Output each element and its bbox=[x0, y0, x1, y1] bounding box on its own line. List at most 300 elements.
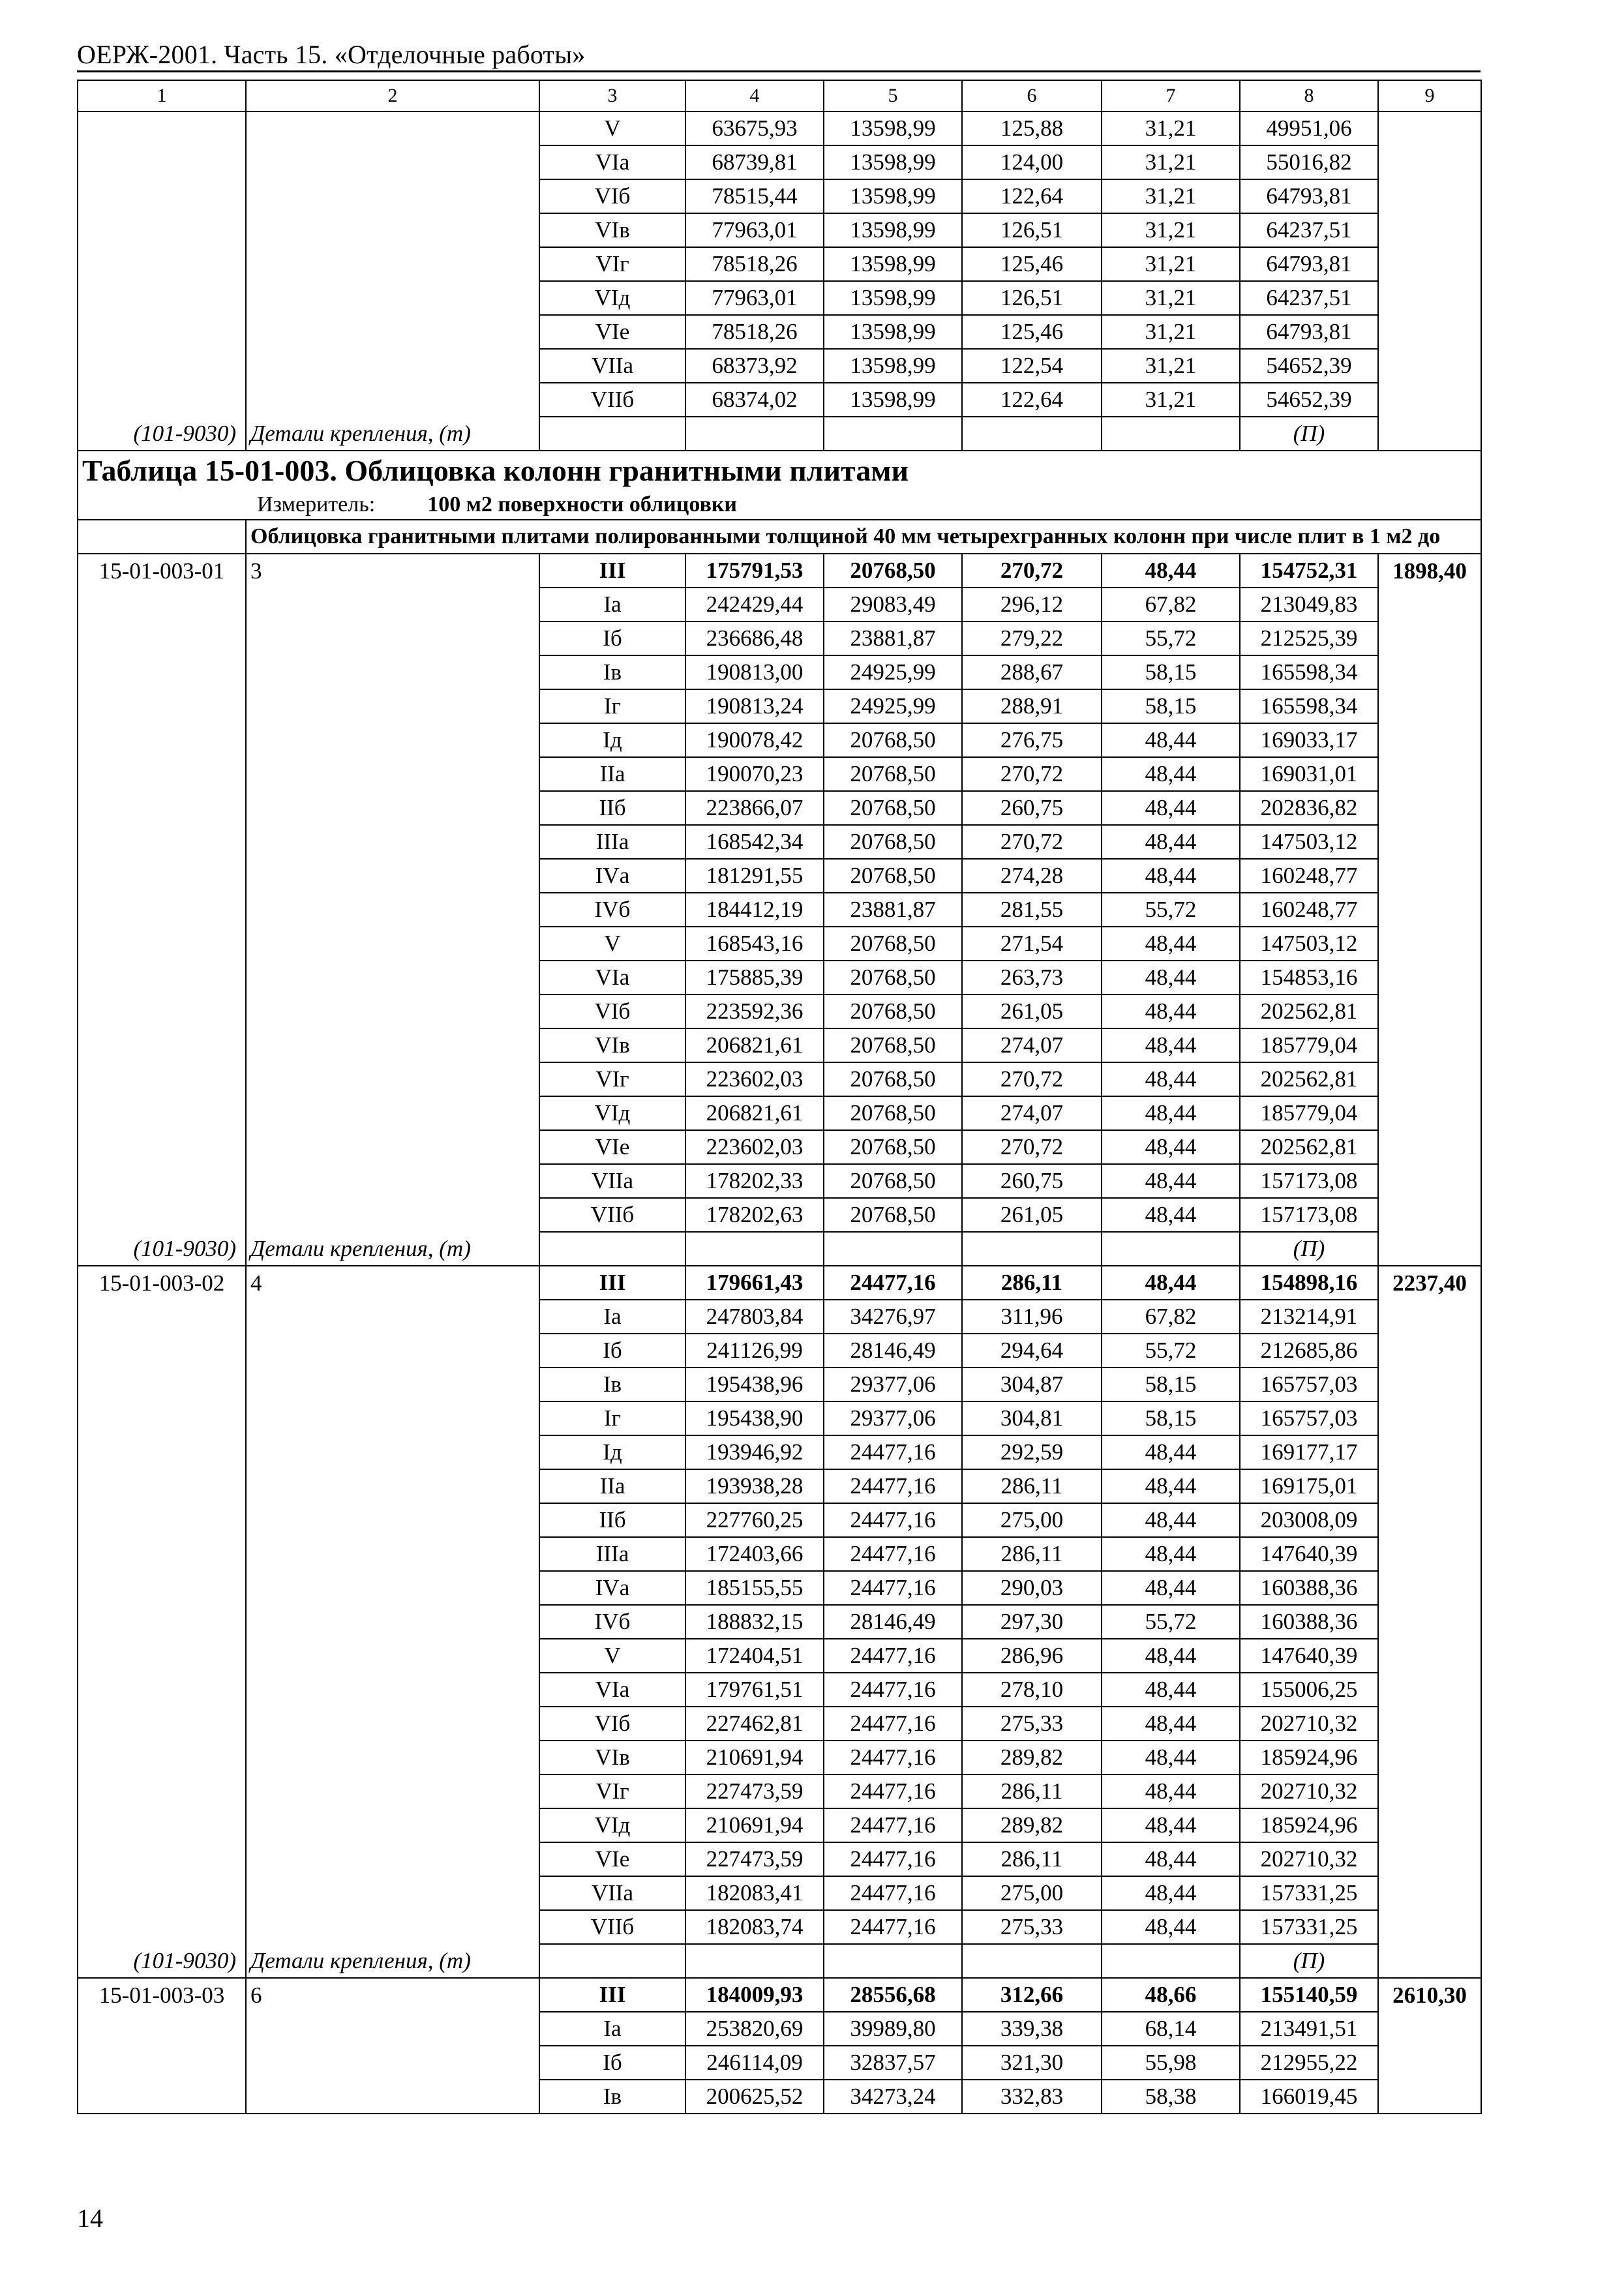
cell-param bbox=[246, 2012, 539, 2046]
cell-param bbox=[246, 689, 539, 723]
cell-value: 48,44 bbox=[1102, 757, 1240, 791]
cell-value: 178202,63 bbox=[685, 1198, 824, 1232]
cell-value: 242429,44 bbox=[685, 588, 824, 621]
cell-total bbox=[1378, 2046, 1481, 2080]
cell-param bbox=[246, 1842, 539, 1876]
cell-param bbox=[246, 859, 539, 893]
cell-total bbox=[1378, 1028, 1481, 1062]
cell-total bbox=[1378, 179, 1481, 213]
cell-value: 181291,55 bbox=[685, 859, 824, 893]
cell-total bbox=[1378, 247, 1481, 281]
cell-value: 294,64 bbox=[962, 1334, 1102, 1368]
cell-value: 263,73 bbox=[962, 961, 1102, 995]
cell-total bbox=[1378, 825, 1481, 859]
cell-param bbox=[246, 1062, 539, 1096]
cell-total-empty bbox=[1378, 1232, 1481, 1266]
cell-total bbox=[1378, 1401, 1481, 1435]
cell-value: 55016,82 bbox=[1240, 145, 1378, 179]
cell-param bbox=[246, 1910, 539, 1944]
cell-value: 13598,99 bbox=[824, 247, 962, 281]
cell-total bbox=[1378, 1876, 1481, 1910]
cell-total bbox=[1378, 1435, 1481, 1469]
cell-value: 179761,51 bbox=[685, 1673, 824, 1707]
cell-value: 48,44 bbox=[1102, 1198, 1240, 1232]
table-row bbox=[78, 1808, 1481, 1842]
table-row bbox=[78, 1673, 1481, 1707]
cell-code bbox=[78, 1469, 246, 1503]
cell-total bbox=[1378, 1300, 1481, 1334]
table-row bbox=[78, 1096, 1481, 1130]
cell-zone: VIIб bbox=[539, 383, 685, 417]
table-title-row bbox=[78, 451, 1481, 520]
cell-code bbox=[78, 825, 246, 859]
cell-total bbox=[1378, 213, 1481, 247]
cell-value: 212955,22 bbox=[1240, 2046, 1378, 2080]
cell-param bbox=[246, 757, 539, 791]
cell-code bbox=[78, 349, 246, 383]
cell-value: 223602,03 bbox=[685, 1062, 824, 1096]
table-row bbox=[78, 791, 1481, 825]
cell-param: 6 bbox=[246, 1978, 539, 2012]
cell-value: 24477,16 bbox=[824, 1469, 962, 1503]
cell-value: 49951,06 bbox=[1240, 112, 1378, 145]
cell-value: 24477,16 bbox=[824, 1774, 962, 1808]
cell-value: 48,44 bbox=[1102, 1164, 1240, 1198]
cell-value: 210691,94 bbox=[685, 1741, 824, 1774]
cell-value: 78518,26 bbox=[685, 247, 824, 281]
footer-row bbox=[78, 1232, 1481, 1266]
cell-value: 202562,81 bbox=[1240, 1130, 1378, 1164]
cell-param bbox=[246, 1808, 539, 1842]
table-row bbox=[78, 961, 1481, 995]
cell-total bbox=[1378, 1707, 1481, 1741]
cell-value: 31,21 bbox=[1102, 145, 1240, 179]
cell-zone: VIд bbox=[539, 1096, 685, 1130]
cell-code bbox=[78, 1707, 246, 1741]
cell-value: 286,11 bbox=[962, 1266, 1102, 1300]
footer-row bbox=[78, 417, 1481, 451]
measure-line bbox=[257, 490, 1477, 519]
cell-value: 241126,99 bbox=[685, 1334, 824, 1368]
cell-value: 48,44 bbox=[1102, 1808, 1240, 1842]
cell-value: 261,05 bbox=[962, 1198, 1102, 1232]
table-row bbox=[78, 1876, 1481, 1910]
cell-value: 206821,61 bbox=[685, 1028, 824, 1062]
cell-code bbox=[78, 145, 246, 179]
cell-value: 48,44 bbox=[1102, 554, 1240, 588]
cell-value: 195438,96 bbox=[685, 1368, 824, 1401]
cell-total bbox=[1378, 2080, 1481, 2114]
cell-zone: VIб bbox=[539, 1707, 685, 1741]
cell-zone: VIд bbox=[539, 1808, 685, 1842]
cell-value: 20768,50 bbox=[824, 859, 962, 893]
cell-empty bbox=[539, 1944, 685, 1978]
measure-value: 100 м2 поверхности облицовки bbox=[427, 492, 738, 516]
cell-code: 15-01-003-02 bbox=[78, 1266, 246, 1300]
cell-zone: IIб bbox=[539, 791, 685, 825]
cell-value: 48,44 bbox=[1102, 1707, 1240, 1741]
cell-value: 24477,16 bbox=[824, 1876, 962, 1910]
cell-value: 64793,81 bbox=[1240, 179, 1378, 213]
cell-value: 288,91 bbox=[962, 689, 1102, 723]
cell-total: 2610,30 bbox=[1378, 1978, 1481, 2012]
cell-code bbox=[78, 1808, 246, 1842]
cell-value: 165598,34 bbox=[1240, 689, 1378, 723]
cell-value: 185779,04 bbox=[1240, 1096, 1378, 1130]
cell-value: 169175,01 bbox=[1240, 1469, 1378, 1503]
table-row bbox=[78, 145, 1481, 179]
cell-code bbox=[78, 1096, 246, 1130]
cell-total bbox=[1378, 349, 1481, 383]
cell-value: 202562,81 bbox=[1240, 995, 1378, 1028]
cell-total bbox=[1378, 655, 1481, 689]
cell-value: 24477,16 bbox=[824, 1266, 962, 1300]
cell-param bbox=[246, 1537, 539, 1571]
cell-code bbox=[78, 1741, 246, 1774]
cell-param: 4 bbox=[246, 1266, 539, 1300]
cell-value: 227473,59 bbox=[685, 1842, 824, 1876]
cell-zone: V bbox=[539, 1639, 685, 1673]
cell-empty bbox=[685, 417, 824, 451]
cell-code bbox=[78, 791, 246, 825]
cell-value: 168542,34 bbox=[685, 825, 824, 859]
cell-value: 289,82 bbox=[962, 1741, 1102, 1774]
cell-total bbox=[1378, 1910, 1481, 1944]
cell-value: 24477,16 bbox=[824, 1537, 962, 1571]
cell-value: 48,44 bbox=[1102, 1435, 1240, 1469]
cell-value: 20768,50 bbox=[824, 927, 962, 961]
cell-total bbox=[1378, 2012, 1481, 2046]
cell-code bbox=[78, 1774, 246, 1808]
cell-value: 48,44 bbox=[1102, 961, 1240, 995]
cell-zone: III bbox=[539, 1266, 685, 1300]
cell-value: 48,44 bbox=[1102, 995, 1240, 1028]
cell-value: 31,21 bbox=[1102, 281, 1240, 315]
cell-value: 260,75 bbox=[962, 1164, 1102, 1198]
cell-value: 122,54 bbox=[962, 349, 1102, 383]
cell-value: 260,75 bbox=[962, 791, 1102, 825]
cell-total: 2237,40 bbox=[1378, 1266, 1481, 1300]
cell-value: 20768,50 bbox=[824, 1028, 962, 1062]
cell-value: 213049,83 bbox=[1240, 588, 1378, 621]
cell-zone: Iа bbox=[539, 588, 685, 621]
cell-total bbox=[1378, 689, 1481, 723]
cell-value: 185779,04 bbox=[1240, 1028, 1378, 1062]
cell-value: 39989,80 bbox=[824, 2012, 962, 2046]
cell-param: 3 bbox=[246, 554, 539, 588]
cell-value: 157173,08 bbox=[1240, 1164, 1378, 1198]
cell-param bbox=[246, 281, 539, 315]
cell-total bbox=[1378, 1130, 1481, 1164]
cell-value: 275,00 bbox=[962, 1876, 1102, 1910]
cell-code bbox=[78, 1842, 246, 1876]
cell-value: 24477,16 bbox=[824, 1673, 962, 1707]
table-row bbox=[78, 1707, 1481, 1741]
cell-zone: VIг bbox=[539, 1062, 685, 1096]
cell-value: 31,21 bbox=[1102, 179, 1240, 213]
cell-param bbox=[246, 893, 539, 927]
cell-total bbox=[1378, 281, 1481, 315]
cell-zone: VIIб bbox=[539, 1910, 685, 1944]
cell-value: 169177,17 bbox=[1240, 1435, 1378, 1469]
cell-empty bbox=[962, 1232, 1102, 1266]
cell-value: 206821,61 bbox=[685, 1096, 824, 1130]
cell-code bbox=[78, 621, 246, 655]
cell-total bbox=[1378, 893, 1481, 927]
cell-zone: III bbox=[539, 1978, 685, 2012]
cell-code bbox=[78, 1910, 246, 1944]
cell-total bbox=[1378, 757, 1481, 791]
cell-total bbox=[1378, 1605, 1481, 1639]
cell-value: 23881,87 bbox=[824, 893, 962, 927]
cell-code bbox=[78, 1368, 246, 1401]
cell-code bbox=[78, 1334, 246, 1368]
cell-param bbox=[246, 791, 539, 825]
cell-value: 246114,09 bbox=[685, 2046, 824, 2080]
cell-value: 20768,50 bbox=[824, 825, 962, 859]
cell-value: 63675,93 bbox=[685, 112, 824, 145]
table-row bbox=[78, 1062, 1481, 1096]
cell-value: 160248,77 bbox=[1240, 859, 1378, 893]
cell-param bbox=[246, 1334, 539, 1368]
cell-value: 182083,41 bbox=[685, 1876, 824, 1910]
cell-value: 20768,50 bbox=[824, 1130, 962, 1164]
cell-total bbox=[1378, 1639, 1481, 1673]
cell-value: 147640,39 bbox=[1240, 1537, 1378, 1571]
cell-value: 78515,44 bbox=[685, 179, 824, 213]
cell-zone: VIа bbox=[539, 961, 685, 995]
cell-zone: Iг bbox=[539, 1401, 685, 1435]
cell-value: 147503,12 bbox=[1240, 825, 1378, 859]
cell-empty bbox=[539, 1232, 685, 1266]
cell-zone: IIа bbox=[539, 757, 685, 791]
cell-code bbox=[78, 213, 246, 247]
cell-value: 13598,99 bbox=[824, 112, 962, 145]
cell-total bbox=[1378, 1842, 1481, 1876]
cell-total bbox=[1378, 1503, 1481, 1537]
cell-value: 28556,68 bbox=[824, 1978, 962, 2012]
cell-value: 29083,49 bbox=[824, 588, 962, 621]
table-row bbox=[78, 1130, 1481, 1164]
cell-value: 210691,94 bbox=[685, 1808, 824, 1842]
cell-total-empty bbox=[1378, 1944, 1481, 1978]
cell-zone: VIг bbox=[539, 247, 685, 281]
cell-value: 125,46 bbox=[962, 315, 1102, 349]
cell-zone: VIа bbox=[539, 145, 685, 179]
cell-zone: VIIа bbox=[539, 1876, 685, 1910]
cell-value: 203008,09 bbox=[1240, 1503, 1378, 1537]
cell-value: 193938,28 bbox=[685, 1469, 824, 1503]
cell-value: 68739,81 bbox=[685, 145, 824, 179]
cell-empty bbox=[685, 1232, 824, 1266]
cell-code bbox=[78, 1130, 246, 1164]
cell-value: 23881,87 bbox=[824, 621, 962, 655]
cell-value: 20768,50 bbox=[824, 554, 962, 588]
cell-total bbox=[1378, 1334, 1481, 1368]
cell-value: 67,82 bbox=[1102, 588, 1240, 621]
cell-value: 202710,32 bbox=[1240, 1774, 1378, 1808]
cell-zone: Iв bbox=[539, 2080, 685, 2114]
cell-param bbox=[246, 383, 539, 417]
cell-total: 1898,40 bbox=[1378, 554, 1481, 588]
cell-value: 185924,96 bbox=[1240, 1808, 1378, 1842]
cell-zone: Iв bbox=[539, 655, 685, 689]
cell-value: 200625,52 bbox=[685, 2080, 824, 2114]
cell-value: 175791,53 bbox=[685, 554, 824, 588]
cell-param bbox=[246, 1130, 539, 1164]
cell-param bbox=[246, 2080, 539, 2114]
cell-code bbox=[78, 1062, 246, 1096]
cell-value: 48,44 bbox=[1102, 825, 1240, 859]
cell-value: 270,72 bbox=[962, 554, 1102, 588]
cell-total bbox=[1378, 1164, 1481, 1198]
cell-code bbox=[78, 1537, 246, 1571]
cell-value: 13598,99 bbox=[824, 383, 962, 417]
table-row bbox=[78, 1571, 1481, 1605]
cell-param bbox=[246, 349, 539, 383]
cell-value: 213214,91 bbox=[1240, 1300, 1378, 1334]
cell-param bbox=[246, 1605, 539, 1639]
cell-value: 147640,39 bbox=[1240, 1639, 1378, 1673]
cell-value: 64237,51 bbox=[1240, 281, 1378, 315]
table-row bbox=[78, 1469, 1481, 1503]
cell-code bbox=[78, 961, 246, 995]
cell-param bbox=[246, 1164, 539, 1198]
cell-param bbox=[246, 247, 539, 281]
table-row bbox=[78, 112, 1481, 145]
cell-total bbox=[1378, 1062, 1481, 1096]
cell-value: 24477,16 bbox=[824, 1707, 962, 1741]
cell-zone: IIб bbox=[539, 1503, 685, 1537]
cell-value: 122,64 bbox=[962, 179, 1102, 213]
cell-value: 29377,06 bbox=[824, 1368, 962, 1401]
cell-value: 48,44 bbox=[1102, 791, 1240, 825]
page-header: ОЕРЖ-2001. Часть 15. «Отделочные работы» bbox=[77, 40, 586, 69]
cell-zone: VIе bbox=[539, 315, 685, 349]
cell-param bbox=[246, 1435, 539, 1469]
cell-value: 32837,57 bbox=[824, 2046, 962, 2080]
cell-code bbox=[78, 281, 246, 315]
cell-value: 202836,82 bbox=[1240, 791, 1378, 825]
cell-value: 31,21 bbox=[1102, 349, 1240, 383]
cell-value: 48,44 bbox=[1102, 927, 1240, 961]
cell-value: 169033,17 bbox=[1240, 723, 1378, 757]
cell-param bbox=[246, 621, 539, 655]
cell-code bbox=[78, 1503, 246, 1537]
cell-value: 190070,23 bbox=[685, 757, 824, 791]
cell-value: 227473,59 bbox=[685, 1774, 824, 1808]
cell-zone: VIе bbox=[539, 1842, 685, 1876]
cell-total bbox=[1378, 1096, 1481, 1130]
cell-total bbox=[1378, 1774, 1481, 1808]
cell-value: 24477,16 bbox=[824, 1571, 962, 1605]
cell-value: 48,44 bbox=[1102, 1639, 1240, 1673]
cell-value: 147503,12 bbox=[1240, 927, 1378, 961]
cell-value: 31,21 bbox=[1102, 213, 1240, 247]
cell-param bbox=[246, 1028, 539, 1062]
footer-col8: (П) bbox=[1240, 1232, 1378, 1266]
column-number: 4 bbox=[685, 80, 824, 112]
cell-param bbox=[246, 1876, 539, 1910]
cell-value: 279,22 bbox=[962, 621, 1102, 655]
table-title: Таблица 15-01-003. Облицовка колонн гранитными плитами bbox=[82, 454, 909, 487]
footer-code: (101-9030) bbox=[78, 1944, 246, 1978]
table-row bbox=[78, 825, 1481, 859]
cell-total bbox=[1378, 791, 1481, 825]
table-row bbox=[78, 1164, 1481, 1198]
cell-value: 68,14 bbox=[1102, 2012, 1240, 2046]
cell-value: 20768,50 bbox=[824, 1096, 962, 1130]
table-row bbox=[78, 927, 1481, 961]
description-row bbox=[78, 520, 1481, 554]
cell-code bbox=[78, 1401, 246, 1435]
cell-value: 67,82 bbox=[1102, 1300, 1240, 1334]
cell-value: 247803,84 bbox=[685, 1300, 824, 1334]
cell-total bbox=[1378, 588, 1481, 621]
cell-code bbox=[78, 995, 246, 1028]
cell-param bbox=[246, 1503, 539, 1537]
column-number: 2 bbox=[246, 80, 539, 112]
cell-value: 48,44 bbox=[1102, 723, 1240, 757]
cell-value: 274,28 bbox=[962, 859, 1102, 893]
cell-code bbox=[78, 1028, 246, 1062]
cell-param bbox=[246, 655, 539, 689]
cell-code bbox=[78, 1605, 246, 1639]
cell-code bbox=[78, 1300, 246, 1334]
cell-value: 276,75 bbox=[962, 723, 1102, 757]
cell-value: 271,54 bbox=[962, 927, 1102, 961]
column-number: 6 bbox=[962, 80, 1102, 112]
cell-code bbox=[78, 588, 246, 621]
cell-code bbox=[78, 247, 246, 281]
column-number: 5 bbox=[824, 80, 962, 112]
cell-value: 34273,24 bbox=[824, 2080, 962, 2114]
cell-total bbox=[1378, 995, 1481, 1028]
cell-value: 24477,16 bbox=[824, 1435, 962, 1469]
cell-value: 77963,01 bbox=[685, 213, 824, 247]
cell-value: 55,72 bbox=[1102, 621, 1240, 655]
cell-code bbox=[78, 689, 246, 723]
cell-value: 58,15 bbox=[1102, 689, 1240, 723]
cell-zone: Iд bbox=[539, 1435, 685, 1469]
cell-value: 188832,15 bbox=[685, 1605, 824, 1639]
cell-zone: IIIа bbox=[539, 1537, 685, 1571]
column-number: 8 bbox=[1240, 80, 1378, 112]
cell-total bbox=[1378, 723, 1481, 757]
cell-value: 122,64 bbox=[962, 383, 1102, 417]
cell-zone: Iа bbox=[539, 2012, 685, 2046]
cell-zone: VIб bbox=[539, 179, 685, 213]
cell-value: 270,72 bbox=[962, 757, 1102, 791]
cell-value: 185155,55 bbox=[685, 1571, 824, 1605]
cell-value: 77963,01 bbox=[685, 281, 824, 315]
footer-label: Детали крепления, (т) bbox=[246, 1944, 539, 1978]
cell-empty bbox=[824, 1944, 962, 1978]
cell-code bbox=[78, 383, 246, 417]
cell-param bbox=[246, 1198, 539, 1232]
cell-empty bbox=[824, 417, 962, 451]
cell-zone: VIб bbox=[539, 995, 685, 1028]
cell-zone: VIа bbox=[539, 1673, 685, 1707]
cell-value: 195438,90 bbox=[685, 1401, 824, 1435]
cell-code: 15-01-003-03 bbox=[78, 1978, 246, 2012]
cell-zone: Iб bbox=[539, 2046, 685, 2080]
cell-empty bbox=[962, 417, 1102, 451]
cell-value: 292,59 bbox=[962, 1435, 1102, 1469]
cell-value: 48,44 bbox=[1102, 1537, 1240, 1571]
cell-value: 20768,50 bbox=[824, 1164, 962, 1198]
table-body bbox=[78, 80, 1481, 2114]
